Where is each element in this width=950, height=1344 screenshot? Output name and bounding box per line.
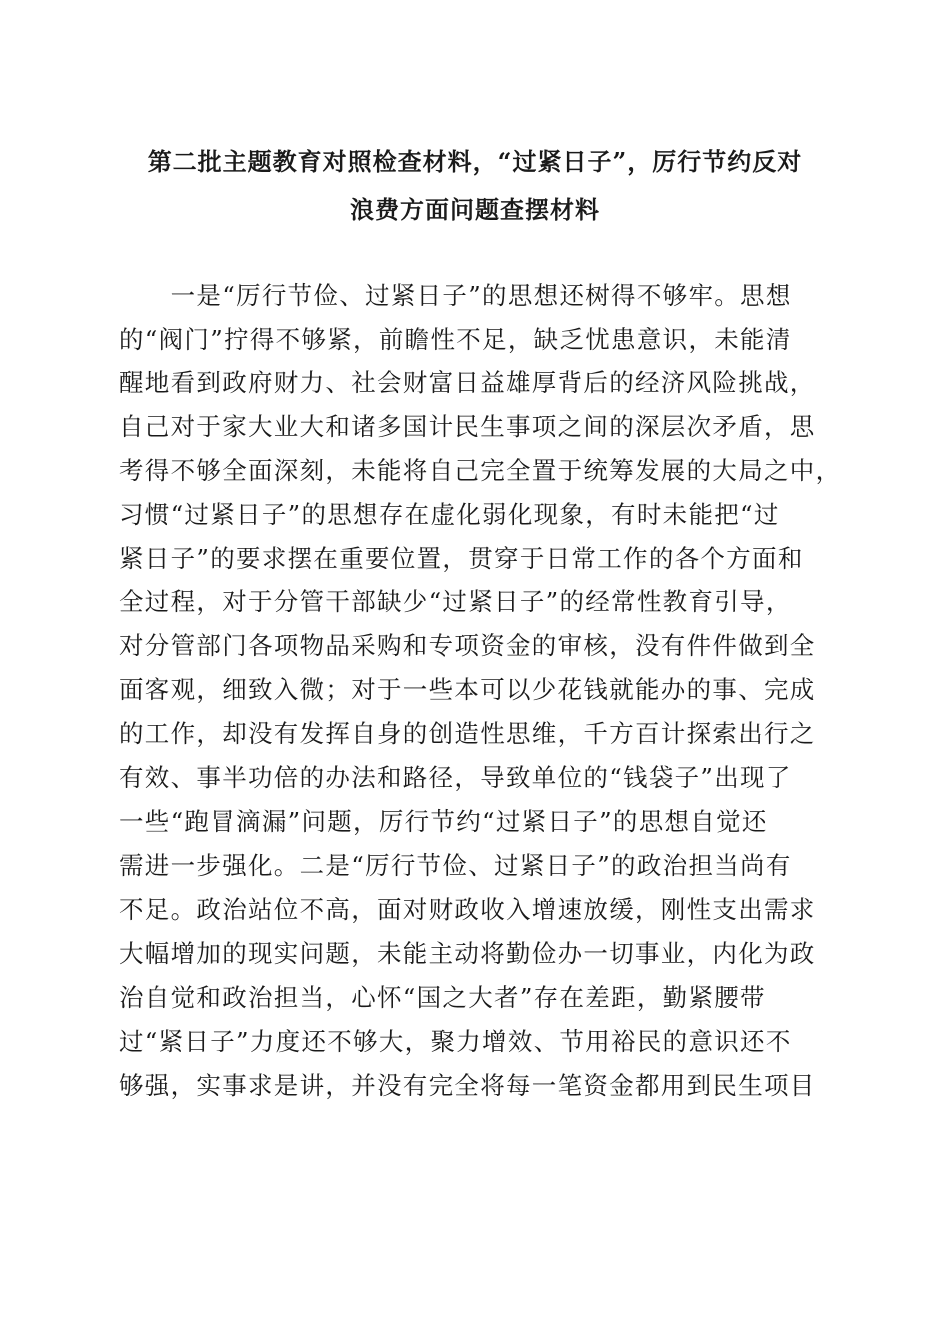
body-line: 需进一步强化。二是“厉行节俭、过紧日子”的政治担当尚有 <box>119 851 792 880</box>
body-line: 过“紧日子”力度还不够大，聚力增效、节用裕民的意识还不 <box>119 1027 792 1056</box>
body-line: 的工作，却没有发挥自身的创造性思维，千方百计探索出行之 <box>119 719 816 748</box>
body-line: 一些“跑冒滴漏”问题，厉行节约“过紧日子”的思想自觉还 <box>119 807 768 836</box>
body-line: 面客观，细致入微；对于一些本可以少花钱就能办的事、完成 <box>119 675 816 704</box>
body-line: 不足。政治站位不高，面对财政收入增速放缓，刚性支出需求 <box>119 895 816 924</box>
body-line: 自己对于家大业大和诸多国计民生事项之间的深层次矛盾，思 <box>119 412 816 441</box>
body-line: 习惯“过紧日子”的思想存在虚化弱化现象，有时未能把“过 <box>119 500 780 529</box>
body-line: 治自觉和政治担当，心怀“国之大者”存在差距，勤紧腰带 <box>119 983 766 1012</box>
body-line: 对分管部门各项物品采购和专项资金的审核，没有件件做到全 <box>119 631 816 660</box>
body-line: 够强，实事求是讲，并没有完全将每一笔资金都用到民生项目 <box>119 1071 816 1100</box>
body-line: 有效、事半功倍的办法和路径，导致单位的“钱袋子”出现了 <box>119 763 792 792</box>
body-line: 一是“厉行节俭、过紧日子”的思想还树得不够牢。思想 <box>119 281 792 310</box>
body-line: 的“阀门”拧得不够紧，前瞻性不足，缺乏忧患意识，未能清 <box>119 325 792 354</box>
document-title-line-2: 浪费方面问题查摆材料 <box>350 195 600 224</box>
body-line: 考得不够全面深刻，未能将自己完全置于统筹发展的大局之中， <box>119 456 842 485</box>
body-line: 全过程，对于分管干部缺少“过紧日子”的经常性教育引导， <box>119 587 792 616</box>
body-line: 大幅增加的现实问题，未能主动将勤俭办一切事业，内化为政 <box>119 939 816 968</box>
body-line: 醒地看到政府财力、社会财富日益雄厚背后的经济风险挑战， <box>119 368 816 397</box>
document-title-line-1: 第二批主题教育对照检查材料，“过紧日子”，厉行节约反对 <box>147 147 803 176</box>
body-line: 紧日子”的要求摆在重要位置，贯穿于日常工作的各个方面和 <box>119 544 804 573</box>
